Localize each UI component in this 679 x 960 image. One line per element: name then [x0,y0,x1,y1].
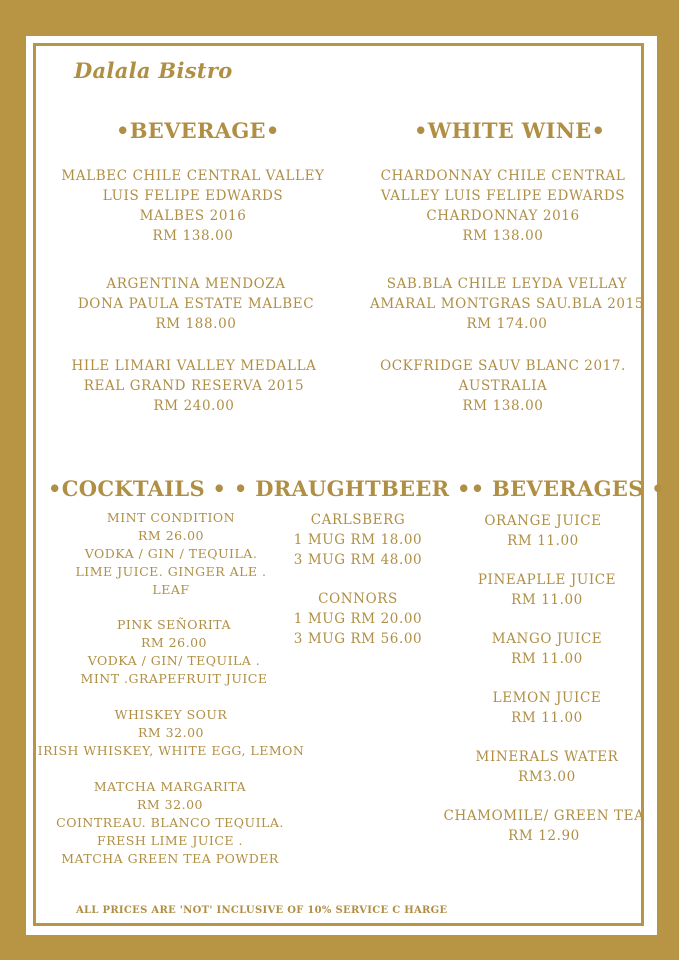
service-charge-note: ALL PRICES ARE 'NOT' INCLUSIVE OF 10% SERVICE C HARGE [76,905,448,916]
cocktail-name: PINK SEÑORITA [116,617,231,632]
heading-beverage: •BEVERAGE• [116,118,280,143]
wine-price: RM 240.00 [153,398,235,414]
wine-name-line: CHARDONNAY 2016 [426,208,580,224]
cocktail-price: RM 26.00 [141,635,207,650]
beer-price: 1 MUG RM 20.00 [293,611,423,627]
beer-item [294,589,422,649]
heading-white-wine: •WHITE WINE• [414,118,606,143]
wine-name-line: OCKFRIDGE SAUV BLANC 2017. [380,358,626,374]
beverage-item [444,806,645,846]
cocktail-detail: LEAF [152,582,190,597]
beverage-name: MANGO JUICE [491,631,603,647]
cocktail-detail: FRESH LIME JUICE . [97,833,243,848]
beverage-name: PINEAPLLE JUICE [477,572,617,588]
wine-price: RM 138.00 [462,398,544,414]
wine-price: RM 138.00 [152,228,234,244]
cocktail-detail: VODKA / GIN / TEQUILA. [84,546,258,561]
beverage-price: RM 11.00 [511,710,583,726]
beer-price: 3 MUG RM 48.00 [293,552,423,568]
wine-name-line: SAB.BLA CHILE LEYDA VELLAY [386,276,628,292]
beverage-price: RM3.00 [518,769,576,785]
beverage-price: RM 11.00 [511,651,583,667]
wine-name-line: MALBEC CHILE CENTRAL VALLEY [61,168,325,184]
beverage-price: RM 11.00 [511,592,583,608]
white-wine-item [380,356,626,416]
cocktail-detail: IRISH WHISKEY, WHITE EGG, LEMON [37,743,305,758]
cocktail-name: MINT CONDITION [106,510,236,525]
restaurant-name: Dalala Bistro [74,58,233,83]
beverage-item [476,747,619,787]
beverage-name: MINERALS WATER [475,749,619,765]
cocktail-price: RM 32.00 [137,797,203,812]
beverage-item [478,570,616,610]
beer-price: 3 MUG RM 56.00 [293,631,423,647]
cocktail-detail: MINT .GRAPEFRUIT JUICE [80,671,268,686]
wine-name-line: AMARAL MONTGRAS SAU.BLA 2015 [370,296,644,312]
wine-item [78,274,314,334]
white-wine-item [381,166,626,246]
beer-name: CONNORS [318,591,398,607]
beer-name: CARLSBERG [310,512,406,528]
cocktail-detail: LIME JUICE. GINGER ALE . [75,564,267,579]
wine-item [61,166,324,246]
wine-name-line: MALBES 2016 [139,208,247,224]
cocktail-item [75,509,266,599]
cocktail-name: WHISKEY SOUR [114,707,228,722]
wine-name-line: REAL GRAND RESERVA 2015 [83,378,305,394]
white-wine-item [370,274,644,334]
cocktail-price: RM 32.00 [138,725,204,740]
wine-name-line: DONA PAULA ESTATE MALBEC [77,296,315,312]
beverage-name: LEMON JUICE [492,690,602,706]
wine-name-line: AUSTRALIA [458,378,548,394]
wine-name-line: CHARDONNAY CHILE CENTRAL [380,168,626,184]
cocktail-item [56,778,284,868]
beer-price: 1 MUG RM 18.00 [293,532,423,548]
wine-item [72,356,317,416]
beverage-name: ORANGE JUICE [484,513,602,529]
cocktail-item [38,706,305,760]
cocktail-detail: MATCHA GREEN TEA POWDER [61,851,279,866]
cocktail-name: MATCHA MARGARITA [93,779,247,794]
wine-name-line: ARGENTINA MENDOZA [106,276,286,292]
wine-price: RM 138.00 [462,228,544,244]
beverage-price: RM 11.00 [507,533,579,549]
cocktail-detail: VODKA / GIN/ TEQUILA . [87,653,261,668]
wine-price: RM 188.00 [155,316,237,332]
beverage-name: CHAMOMILE/ GREEN TEA [443,808,645,824]
cocktail-price: RM 26.00 [138,528,204,543]
wine-name-line: VALLEY LUIS FELIPE EDWARDS [380,188,626,204]
beverage-price: RM 12.90 [508,828,580,844]
beer-item [294,510,422,570]
beverage-item [493,688,602,728]
beverage-item [484,511,601,551]
wine-price: RM 174.00 [466,316,548,332]
beverage-item [492,629,602,669]
cocktail-item [81,616,268,688]
wine-name-line: LUIS FELIPE EDWARDS [102,188,284,204]
wine-name-line: HILE LIMARI VALLEY MEDALLA [71,358,317,374]
cocktail-detail: COINTREAU. BLANCO TEQUILA. [56,815,284,830]
heading-cocktails-beer-beverages: •COCKTAILS • • DRAUGHTBEER •• BEVERAGES • [48,476,665,501]
